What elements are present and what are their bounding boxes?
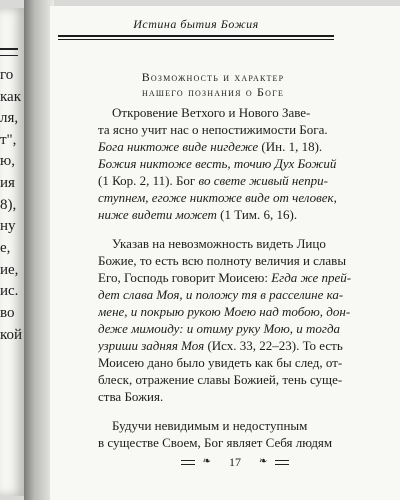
left-page-fragment: ну bbox=[0, 218, 16, 234]
italic-quote-run: дет слава Моя, и положу тя в расселине ка- bbox=[98, 287, 344, 302]
section-heading-line-1: Возможность и характер bbox=[141, 70, 285, 84]
left-page-fragment: т", bbox=[0, 132, 17, 148]
fleuron-icon: ❧ bbox=[259, 456, 268, 467]
text-line bbox=[98, 371, 354, 388]
text-line bbox=[98, 235, 354, 252]
text-line bbox=[98, 388, 354, 405]
italic-quote-run: узриши задняя Моя bbox=[98, 338, 205, 353]
text-line bbox=[98, 252, 354, 269]
text-run: Будучи невидимым и недоступным bbox=[112, 418, 308, 433]
text-line bbox=[98, 320, 354, 337]
left-page-fragment: ие, bbox=[0, 262, 19, 278]
text-run: Моисею дано было увидеть как бы след, от- bbox=[98, 355, 343, 370]
text-line bbox=[98, 172, 354, 189]
left-page-edge bbox=[0, 8, 24, 496]
text-line bbox=[98, 189, 354, 206]
left-page-fragment: ия bbox=[0, 175, 15, 191]
folio-rule-right bbox=[275, 460, 289, 465]
text-line bbox=[98, 269, 354, 286]
section-heading bbox=[88, 70, 338, 100]
paragraph bbox=[98, 417, 354, 451]
text-line bbox=[98, 417, 354, 434]
text-line bbox=[98, 354, 354, 371]
page-folio bbox=[150, 453, 320, 471]
text-line bbox=[98, 286, 354, 303]
text-run: (Исх. 33, 22–23). То есть bbox=[204, 338, 343, 353]
left-page-fragment: как bbox=[0, 89, 22, 105]
left-page-fragment: го bbox=[0, 67, 14, 83]
text-line bbox=[98, 138, 354, 155]
text-line bbox=[98, 434, 354, 451]
italic-quote-run: во свете живый непри- bbox=[198, 173, 328, 188]
text-line bbox=[98, 337, 354, 354]
folio-rule-left bbox=[181, 460, 195, 465]
italic-quote-run: деже мимоиду: и отиму руку Мою, и тогда bbox=[98, 321, 341, 336]
text-run: Откровение Ветхого и Нового Заве- bbox=[112, 105, 311, 120]
left-page-fragment: ис. bbox=[0, 283, 19, 299]
text-run: Его, Господь говорит Моисею: bbox=[98, 270, 272, 285]
text-run: в существе Своем, Бог являет Себя людям bbox=[98, 435, 333, 450]
text-run: Божие, то есть всю полноту величия и славы bbox=[98, 253, 347, 268]
text-line bbox=[98, 104, 354, 121]
text-run: (1 Тим. 6, 16). bbox=[216, 207, 298, 222]
paragraph bbox=[98, 235, 354, 405]
left-page-fragment: е, bbox=[0, 240, 11, 256]
text-run: (Ин. 1, 18). bbox=[258, 139, 323, 154]
left-page-fragment: ю, bbox=[0, 153, 15, 169]
left-page-fragment: ля, bbox=[0, 110, 19, 126]
text-line bbox=[98, 303, 354, 320]
text-run: (1 Кор. 2, 11). Бог bbox=[98, 173, 199, 188]
italic-quote-run: ступнем, егоже никтоже виде от человек, bbox=[98, 190, 337, 205]
italic-quote-run: Егда же прей- bbox=[271, 270, 352, 285]
fleuron-icon: ❧ bbox=[202, 456, 211, 467]
section-heading-line-2: нашего познания о Боге bbox=[141, 85, 285, 99]
italic-quote-run: Бога никтоже виде нигдеже bbox=[98, 139, 259, 154]
text-run: блеск, отражение славы Божией, тень суще- bbox=[98, 372, 343, 387]
text-line bbox=[98, 121, 354, 138]
text-run: Указав на невозможность видеть Лицо bbox=[112, 236, 326, 251]
running-head bbox=[58, 14, 334, 37]
body-text bbox=[98, 104, 354, 463]
paragraph bbox=[98, 104, 354, 223]
italic-quote-run: Божия никтоже весть, точию Дух Божий bbox=[98, 156, 337, 171]
text-line bbox=[98, 155, 354, 172]
page-number: 17 bbox=[229, 454, 241, 469]
running-head-title: Истина бытия Божия bbox=[133, 17, 259, 31]
italic-quote-run: ниже видети может bbox=[98, 207, 217, 222]
left-page-fragment: 8), bbox=[0, 197, 17, 213]
left-page-fragment: во bbox=[0, 305, 15, 321]
text-run: та ясно учит нас о непостижимости Бога. bbox=[98, 122, 328, 137]
text-run: ства Божия. bbox=[98, 389, 164, 404]
italic-quote-run: мене, и покрыю рукою Моею над тобою, дон- bbox=[98, 304, 351, 319]
left-page-ornament-rule bbox=[0, 48, 18, 56]
left-page-fragment: кой bbox=[0, 327, 23, 343]
text-line bbox=[98, 206, 354, 223]
